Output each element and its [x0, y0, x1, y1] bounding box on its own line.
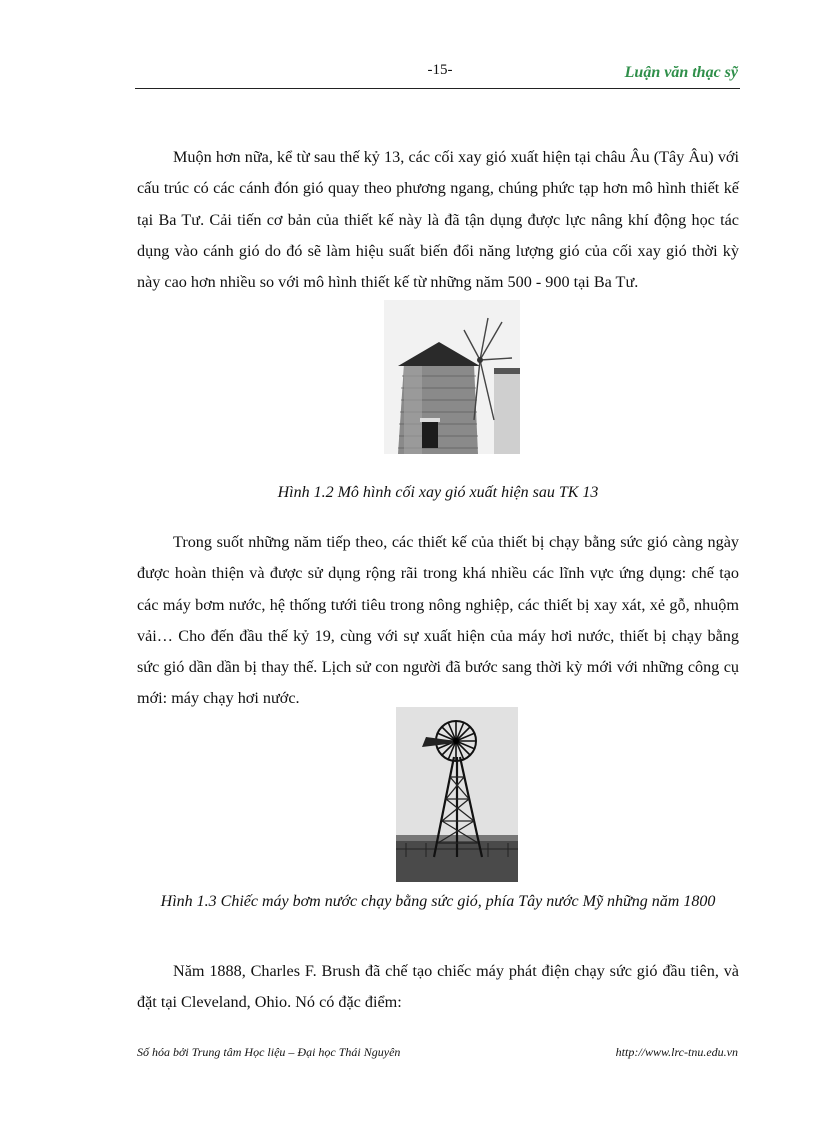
header-rule — [135, 88, 740, 89]
windpump-tower-photo-icon — [396, 707, 518, 882]
paragraph-3: Năm 1888, Charles F. Brush đã chế tạo chiếc máy phát điện chạy sức gió đầu tiên, và đặt tại Cleveland, Ohio. Nó có đặc điểm: — [137, 962, 739, 1012]
page-number: -15- — [427, 62, 453, 78]
footer-url[interactable]: http://www.lrc-tnu.edu.vn — [615, 1045, 738, 1059]
header-title: Luận văn thạc sỹ — [624, 64, 738, 81]
figure-windmill — [384, 300, 520, 454]
paragraph-2: Trong suốt những năm tiếp theo, các thiết kế của thiết bị chạy bằng sức gió càng ngày được hoàn thiện và được sử dụng rộng rãi trong khá nhiều các lĩnh vực ứng dụng: chế tạo các máy bơm nước, hệ thống tưới tiêu trong nông nghiệp, các thiết bị xay xát, xẻ gỗ, nhuộm vải… Cho đến đầu thế kỷ 19, cùng với sự xuất hiện của máy hơi nước, thiết bị chạy bằng sức gió dần dần bị thay thế. Lịch sử con người đã bước sang thời kỳ mới với những công cụ mới: máy chạy hơi nước. — [137, 533, 739, 708]
figure-caption-1: Hình 1.2 Mô hình cối xay gió xuất hiện sau TK 13 — [277, 484, 599, 501]
paragraph-1: Muộn hơn nữa, kể từ sau thế kỷ 13, các cối xay gió xuất hiện tại châu Âu (Tây Âu) với cấu trúc có các cánh đón gió quay theo phương ngang, chúng phức tạp hơn mô hình thiết kế tại Ba Tư. Cải tiến cơ bản của thiết kế này là đã tận dụng được lực nâng khí động học tác dụng vào cánh gió do đó sẽ làm hiệu suất biến đổi năng lượng gió của cối xay gió thời kỳ này cao hơn nhiều so với mô hình thiết kế từ những năm 500 - 900 tại Ba Tư. — [137, 148, 739, 291]
figure-caption-2: Hình 1.3 Chiếc máy bơm nước chạy bằng sức gió, phía Tây nước Mỹ những năm 1800 — [160, 893, 716, 910]
figure-windpump — [396, 707, 518, 882]
stone-windmill-photo-icon — [384, 300, 520, 454]
footer-source: Số hóa bởi Trung tâm Học liệu – Đại học Thái Nguyên — [137, 1045, 401, 1059]
